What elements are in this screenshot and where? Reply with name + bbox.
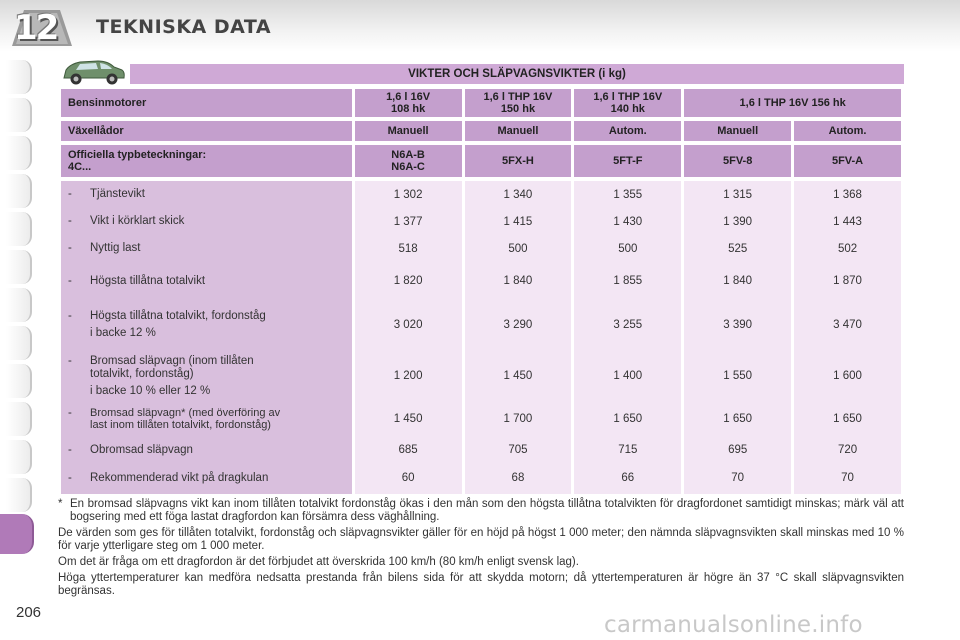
table-cell: 66 [574, 465, 681, 491]
table-row: - Nyttig last 518 500 500 525 502 [61, 235, 901, 262]
table-row: - Vikt i körklart skick 1 377 1 415 1 430 1 390 1 443 [61, 208, 901, 235]
chapter-tabs [0, 60, 40, 560]
chapter-tab[interactable] [6, 60, 32, 94]
table-row: - Tjänstevikt 1 302 1 340 1 355 1 315 1 368 [61, 181, 901, 208]
section-heading: VIKTER OCH SLÄPVAGNSVIKTER (i kg) [130, 64, 904, 84]
row-label: Obromsad släpvagn [90, 443, 193, 456]
row-label: Bromsad släpvagn* (med överföring av last inom tillåten totalvikt, fordonståg) [90, 406, 281, 431]
table-cell: 1 315 [684, 181, 791, 208]
type-header: N6A-B N6A-C [355, 145, 462, 177]
table-row: - Högsta tillåtna totalvikt, fordonståg i backe 12 % 3 020 3 290 3 255 3 390 3 470 [61, 300, 901, 350]
chapter-number: 12 [14, 8, 58, 48]
table-cell: 3 255 [574, 300, 681, 350]
row-label: Rekommenderad vikt på dragkulan [90, 471, 269, 484]
table-cell: 502 [794, 235, 901, 262]
type-header: 5FV-8 [684, 145, 791, 177]
row-label: Bromsad släpvagn (inom tillåten totalvikt, fordonståg) i backe 10 % eller 12 % [90, 354, 254, 397]
table-cell: 695 [684, 435, 791, 465]
chapter-tab[interactable] [6, 364, 32, 398]
table-cell: 1 650 [684, 402, 791, 435]
footnote: * En bromsad släpvagns vikt kan inom tillåten totalvikt fordonståg ökas i den mån som den högsta tillåtna totalvikten för dragfordonet samtidigt minskas; märk väl att bogsering med ett föga lastat dragfordon kan försämra dess väghållning. [58, 498, 904, 523]
row-label: Högsta tillåtna totalvikt, fordonståg i backe 12 % [90, 310, 266, 339]
table-cell: 1 600 [794, 350, 901, 402]
gearbox-header: Autom. [794, 121, 901, 141]
engine-header: 1,6 l THP 16V 140 hk [574, 89, 681, 117]
table-cell: 1 200 [355, 350, 462, 402]
page-title: TEKNISKA DATA [96, 16, 272, 38]
table-cell: 1 443 [794, 208, 901, 235]
table-cell: 500 [574, 235, 681, 262]
table-row: - Rekommenderad vikt på dragkulan 60 68 66 70 70 [61, 465, 901, 491]
row-label: Vikt i körklart skick [90, 215, 185, 227]
weights-table [58, 89, 904, 494]
chapter-tab[interactable] [6, 98, 32, 132]
table-cell: 1 430 [574, 208, 681, 235]
row-label: Högsta tillåtna totalvikt [90, 274, 206, 287]
table-cell: 3 470 [794, 300, 901, 350]
table-cell: 60 [355, 465, 462, 491]
chapter-tab[interactable] [6, 136, 32, 170]
page-number: 206 [16, 604, 42, 621]
table-cell: 1 377 [355, 208, 462, 235]
table-row: - Bromsad släpvagn (inom tillåten totalvikt, fordonståg) i backe 10 % eller 12 % 1 200 1 450 1 400 1 550 1 600 [61, 350, 901, 402]
chapter-tab[interactable] [6, 440, 32, 474]
watermark: carmanualsonline.info [604, 612, 863, 638]
table-cell: 1 855 [574, 262, 681, 300]
type-header-row [61, 145, 901, 177]
table-cell: 1 415 [465, 208, 572, 235]
table-cell: 1 820 [355, 262, 462, 300]
table-cell: 1 340 [465, 181, 572, 208]
table-cell: 1 302 [355, 181, 462, 208]
table-cell: 3 390 [684, 300, 791, 350]
chapter-tab[interactable] [6, 326, 32, 360]
table-cell: 1 450 [355, 402, 462, 435]
chapter-tab[interactable] [6, 250, 32, 284]
gearbox-header: Manuell [465, 121, 572, 141]
table-cell: 1 550 [684, 350, 791, 402]
table-cell: 70 [794, 465, 901, 491]
type-label: Officiella typbeteckningar: 4C... [61, 145, 352, 177]
table-row: - Obromsad släpvagn 685 705 715 695 720 [61, 435, 901, 465]
table-cell: 1 450 [465, 350, 572, 402]
table-cell: 1 840 [465, 262, 572, 300]
chapter-tab[interactable] [6, 478, 32, 512]
engine-header: 1,6 l THP 16V 156 hk [684, 89, 901, 117]
engine-header: 1,6 l 16V 108 hk [355, 89, 462, 117]
table-cell: 1 870 [794, 262, 901, 300]
table-cell: 1 368 [794, 181, 901, 208]
engine-label: Bensinmotorer [61, 89, 352, 117]
engine-header-row [61, 89, 901, 117]
note-altitude: De värden som ges för tillåten totalvikt, fordonståg och släpvagnsvikter gäller för en höjd på högst 1 000 meter; den nämnda släpvagnsvikten skall minskas med 10 % för varje ytterligare steg om 1 000 meter. [58, 527, 904, 552]
table-cell: 1 650 [574, 402, 681, 435]
type-header: 5FV-A [794, 145, 901, 177]
gearbox-label: Växellådor [61, 121, 352, 141]
gearbox-header: Manuell [684, 121, 791, 141]
table-cell: 1 700 [465, 402, 572, 435]
table-cell: 1 650 [794, 402, 901, 435]
table-cell: 3 290 [465, 300, 572, 350]
table-cell: 500 [465, 235, 572, 262]
gearbox-header: Autom. [574, 121, 681, 141]
gearbox-header: Manuell [355, 121, 462, 141]
table-cell: 685 [355, 435, 462, 465]
table-cell: 705 [465, 435, 572, 465]
table-cell: 715 [574, 435, 681, 465]
note-speed: Om det är fråga om ett dragfordon är det förbjudet att överskrida 100 km/h (80 km/h enligt svensk lag). [58, 556, 579, 568]
car-icon [58, 56, 128, 88]
table-row: - Högsta tillåtna totalvikt 1 820 1 840 1 855 1 840 1 870 [61, 262, 901, 300]
table-cell: 1 840 [684, 262, 791, 300]
table-cell: 70 [684, 465, 791, 491]
row-label: Nyttig last [90, 242, 141, 254]
table-cell: 1 400 [574, 350, 681, 402]
table-cell: 68 [465, 465, 572, 491]
table-cell: 3 020 [355, 300, 462, 350]
chapter-tab[interactable] [6, 212, 32, 246]
table-cell: 1 390 [684, 208, 791, 235]
note-temperature: Höga yttertemperaturer kan medföra nedsatta prestanda från bilens sida för att skydda motorn; då yttertemperaturen är högre än 37 °C skall släpvagnsvikten begränsas. [58, 572, 904, 597]
type-header: 5FX-H [465, 145, 572, 177]
chapter-tab[interactable] [6, 288, 32, 322]
chapter-tab-active[interactable] [0, 514, 34, 554]
table-cell: 518 [355, 235, 462, 262]
engine-header: 1,6 l THP 16V 150 hk [465, 89, 572, 117]
gearbox-header-row [61, 121, 901, 141]
table-cell: 720 [794, 435, 901, 465]
table-row: - Bromsad släpvagn* (med överföring av last inom tillåten totalvikt, fordonståg) 1 450 1 700 1 650 1 650 1 650 [61, 402, 901, 435]
row-label: Tjänstevikt [90, 188, 145, 200]
chapter-tab[interactable] [6, 402, 32, 436]
table-cell: 1 355 [574, 181, 681, 208]
chapter-tab[interactable] [6, 174, 32, 208]
notes [58, 498, 904, 601]
table-cell: 525 [684, 235, 791, 262]
type-header: 5FT-F [574, 145, 681, 177]
